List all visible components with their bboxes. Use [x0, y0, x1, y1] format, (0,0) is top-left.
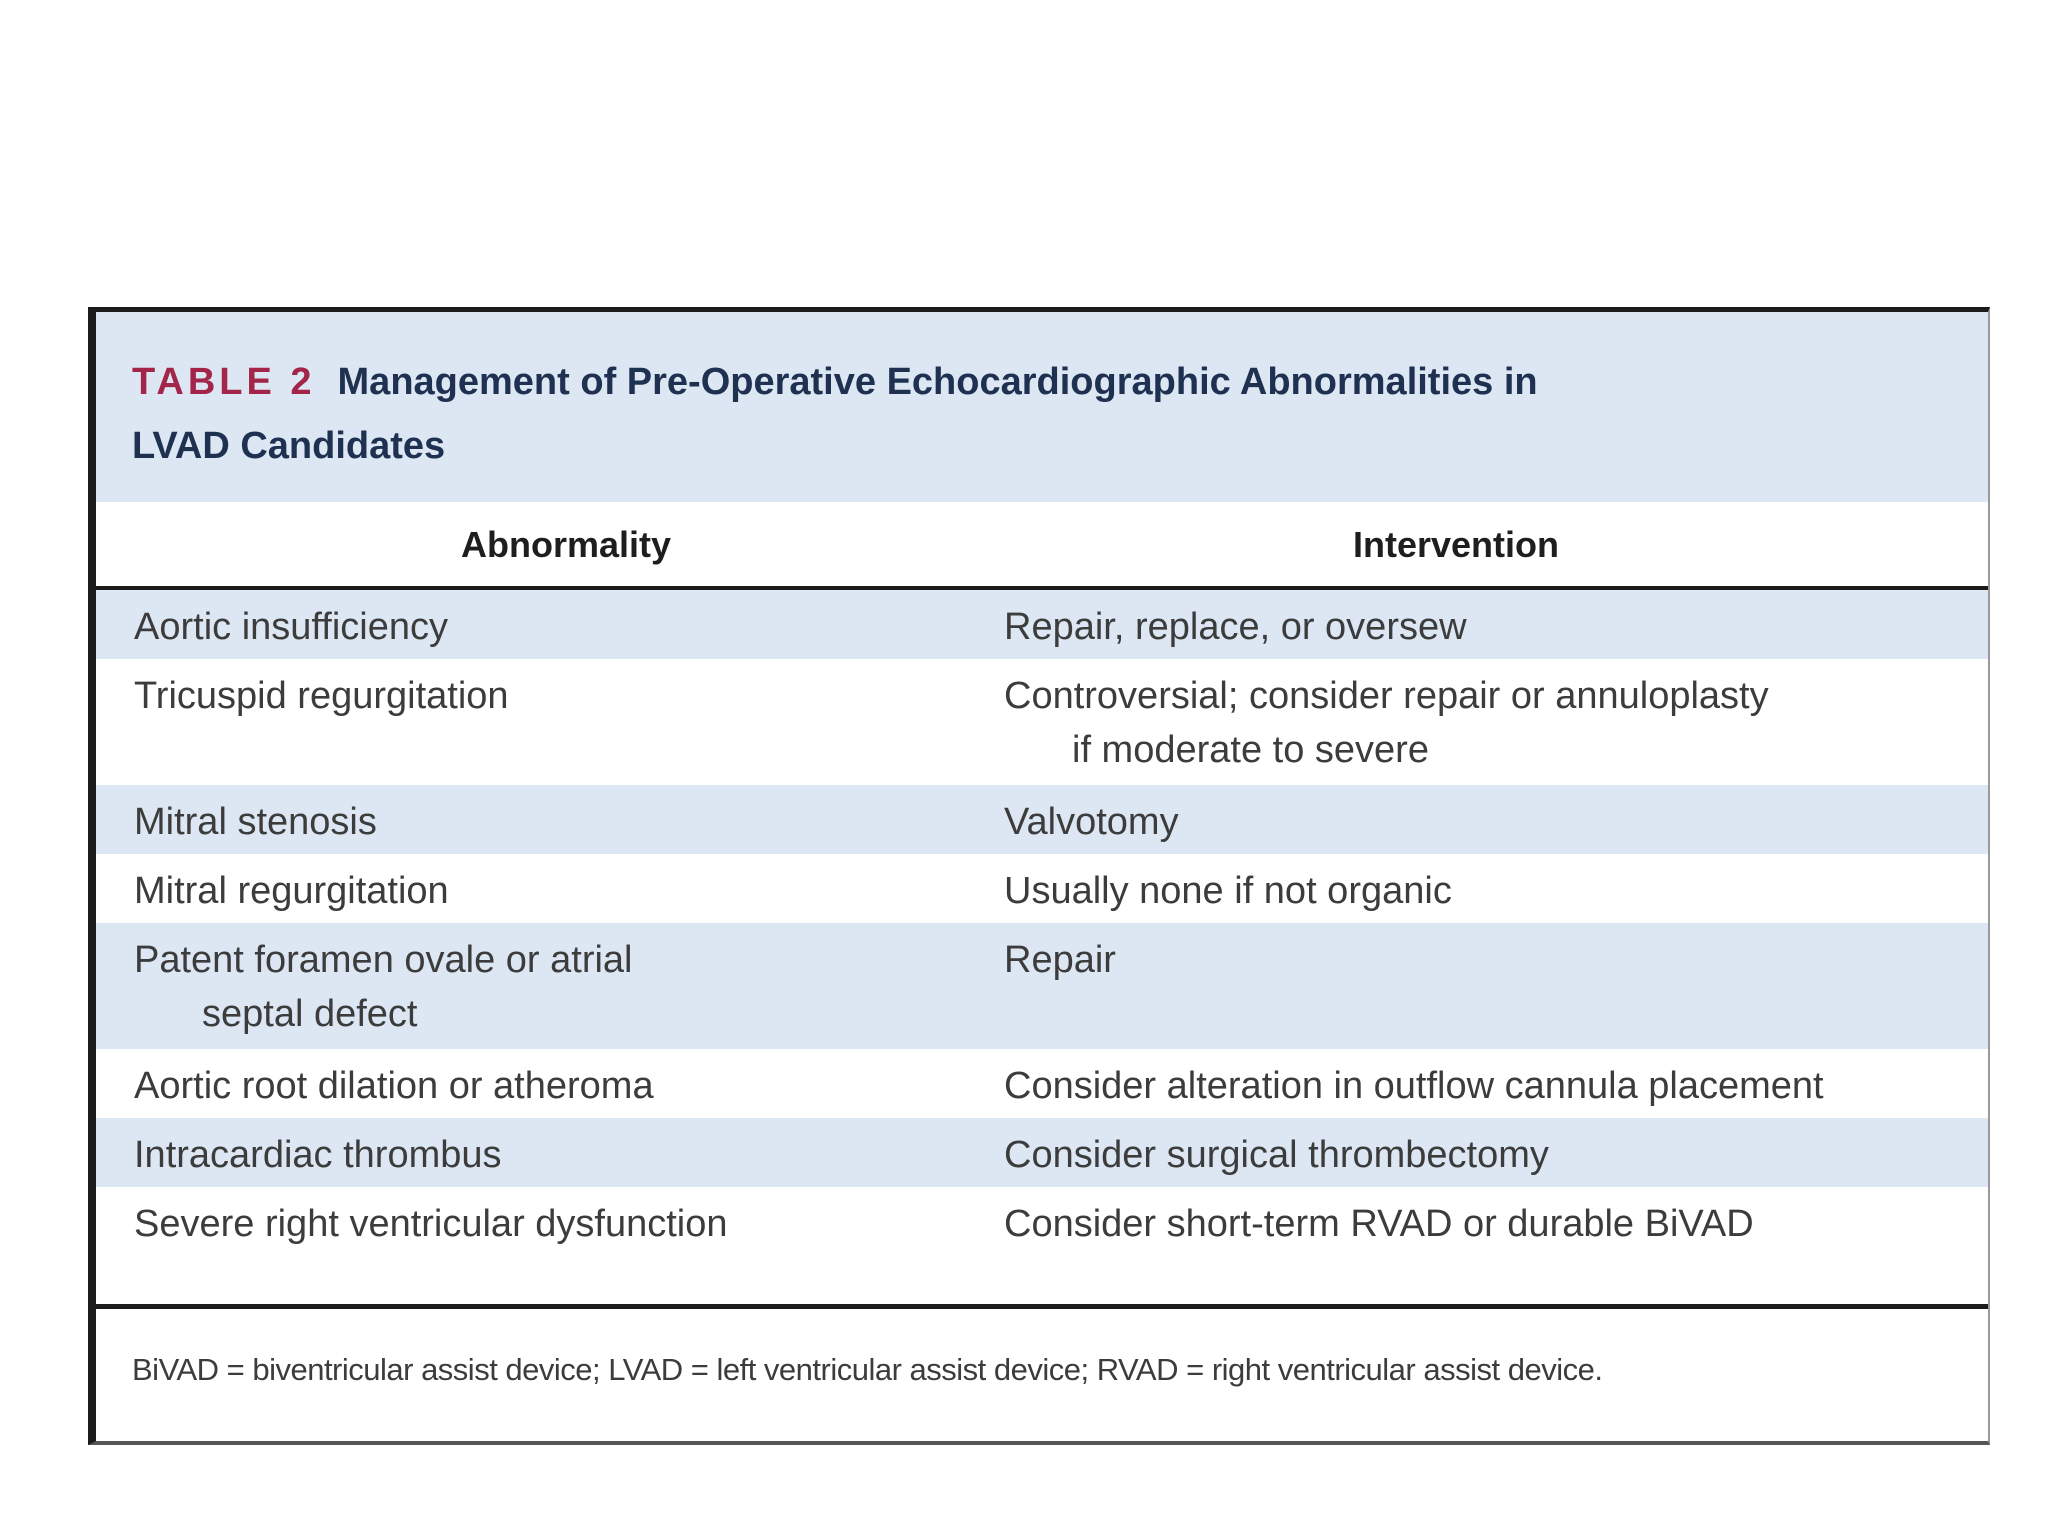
- abnormality-cell: [134, 669, 954, 723]
- abnormality-cell: [134, 600, 954, 654]
- abnormality-cell: [134, 1128, 954, 1182]
- abnormality-cell-line: Mitral stenosis: [134, 801, 377, 843]
- table-title-band: [96, 312, 1988, 502]
- abnormality-cell: [134, 795, 954, 849]
- table-row: [96, 1118, 1988, 1187]
- table-label: TABLE 2: [132, 361, 316, 403]
- table-row: [96, 923, 1988, 1049]
- column-header-intervention: Intervention: [1352, 524, 1559, 565]
- table-row: [96, 854, 1988, 923]
- intervention-cell: [1004, 669, 1984, 777]
- table-header-row: [96, 502, 1988, 590]
- intervention-cell-line: Valvotomy: [1004, 801, 1179, 843]
- abnormality-cell-line: Mitral regurgitation: [134, 870, 449, 912]
- intervention-cell: [1004, 1197, 1984, 1251]
- table-row: [96, 1049, 1988, 1118]
- intervention-cell: [1004, 600, 1984, 654]
- abnormality-cell-line: Aortic insufficiency: [134, 606, 448, 648]
- abnormality-cell-line: Severe right ventricular dysfunction: [134, 1203, 728, 1245]
- intervention-cell: [1004, 1128, 1984, 1182]
- table-body: [96, 590, 1988, 1281]
- intervention-cell: [1004, 1059, 1984, 1113]
- intervention-cell: [1004, 795, 1984, 849]
- management-table: [88, 307, 1990, 1445]
- abnormality-cell-line: Patent foramen ovale or atrial: [134, 939, 633, 981]
- abnormality-cell: [134, 1197, 954, 1251]
- abnormality-cell: [134, 933, 954, 1041]
- table-row: [96, 785, 1988, 854]
- intervention-cell-line: Controversial; consider repair or annuloplasty: [1004, 675, 1769, 717]
- table-title-line1: Management of Pre-Operative Echocardiographic Abnormalities in: [337, 361, 1538, 403]
- table-title-line2: LVAD Candidates: [132, 425, 446, 467]
- abnormality-cell-line: Intracardiac thrombus: [134, 1134, 502, 1176]
- table-footnote: BiVAD = biventricular assist device; LVAD = left ventricular assist device; RVAD = right ventricular assist device.: [132, 1352, 1603, 1387]
- abnormality-cell-line: Tricuspid regurgitation: [134, 675, 509, 717]
- table-title: [132, 350, 1832, 478]
- intervention-cell-line: Usually none if not organic: [1004, 870, 1452, 912]
- table-row: [96, 659, 1988, 785]
- column-header-abnormality: Abnormality: [460, 524, 672, 565]
- intervention-cell: [1004, 864, 1984, 918]
- table-footer-rule: [96, 1304, 1988, 1309]
- table-row: [96, 590, 1988, 659]
- abnormality-cell: [134, 864, 954, 918]
- intervention-cell-line: Repair: [1004, 939, 1116, 981]
- intervention-cell-line: Consider surgical thrombectomy: [1004, 1134, 1549, 1176]
- intervention-cell-line: Repair, replace, or oversew: [1004, 606, 1467, 648]
- intervention-cell-line: Consider short-term RVAD or durable BiVAD: [1004, 1203, 1754, 1245]
- intervention-cell: [1004, 933, 1984, 987]
- abnormality-cell-line: septal defect: [202, 993, 418, 1035]
- table-row: [96, 1187, 1988, 1281]
- intervention-cell-line: if moderate to severe: [1072, 729, 1429, 771]
- abnormality-cell: [134, 1059, 954, 1113]
- abnormality-cell-line: Aortic root dilation or atheroma: [134, 1065, 654, 1107]
- intervention-cell-line: Consider alteration in outflow cannula placement: [1004, 1065, 1824, 1107]
